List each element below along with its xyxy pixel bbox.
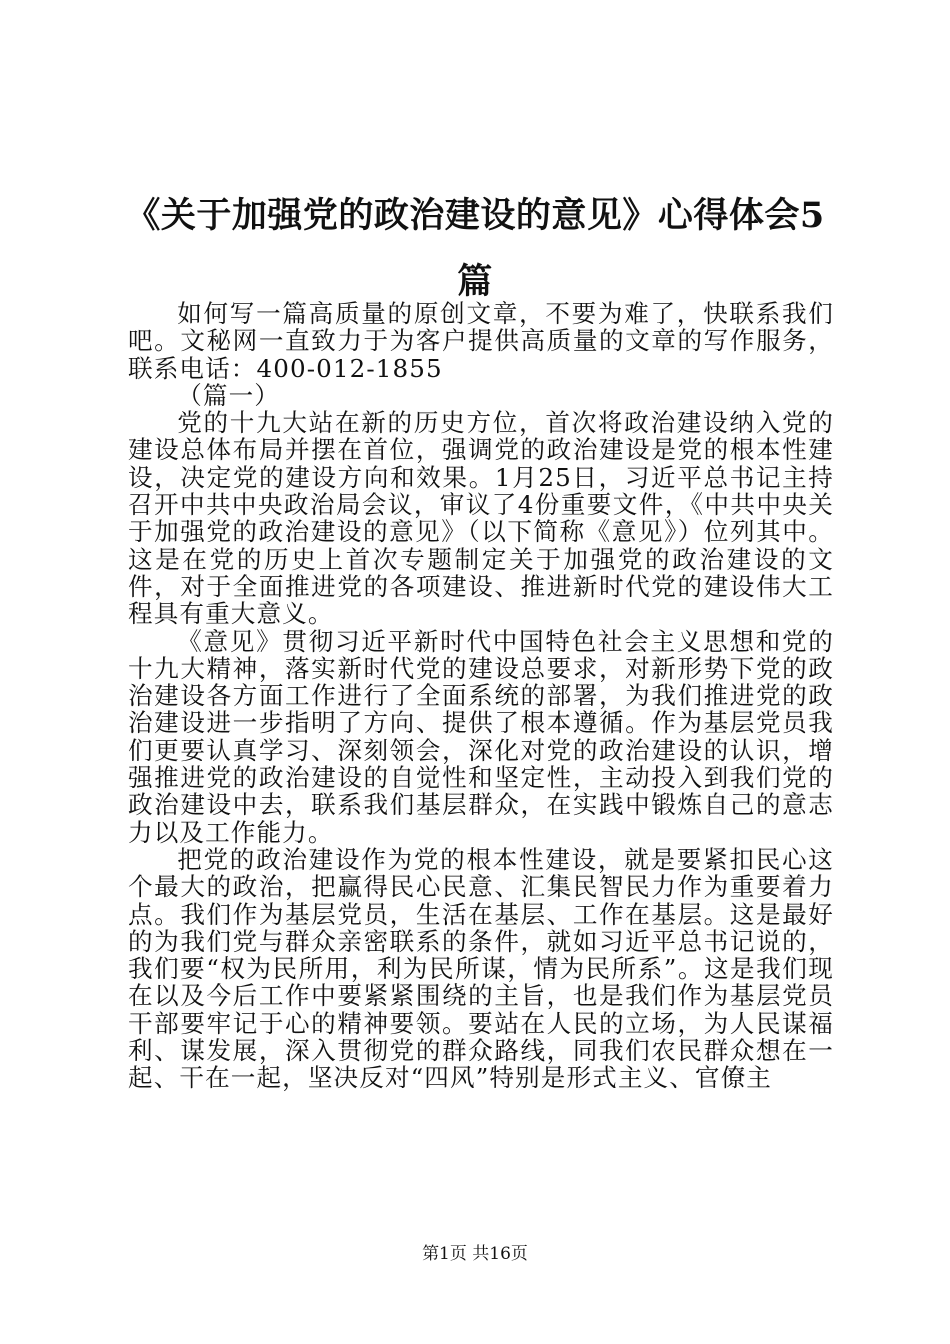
section-heading: （篇一） <box>177 380 280 410</box>
body-paragraph: 把党的政治建设作为党的根本性建设，就是要紧扣民心这个最大的政治，把赢得民心民意、汇集民智民力作为重要着力点。我们作为基层党员，生活在基层、工作在基层。这是最好的为我们党与群众亲密联系的条件，就如习近平总书记说的，我们要“权为民所用，利为民所谋，情为民所系”。这是我们现在以及今后工作中要紧紧围绕的主旨，也是我们作为基层党员干部要牢记于心的精神要领。要站在人民的立场，为人民谋福利、谋发展，深入贯彻党的群众路线，同我们农民群众想在一起、干在一起，坚决反对“四风”特别是形式主义、官僚主 <box>128 844 834 1093</box>
page-number-footer: 第1页 共16页 <box>422 1244 528 1264</box>
body-paragraph: 党的十九大站在新的历史方位，首次将政治建设纳入党的建设总体布局并摆在首位，强调党的政治建设是党的根本性建设，决定党的建设方向和效果。1月25日，习近平总书记主持召开中共中央政治局会议，审议了4份重要文件，《中共中央关于加强党的政治建设的意见》（以下简称《意见》）位列其中。这是在党的历史上首次专题制定关于加强党的政治建设的文件，对于全面推进党的各项建设、推进新时代党的建设伟大工程具有重大意义。 <box>128 408 834 629</box>
body-paragraph: 《意见》贯彻习近平新时代中国特色社会主义思想和党的十九大精神，落实新时代党的建设总要求，对新形势下党的政治建设各方面工作进行了全面系统的部署，为我们推进党的政治建设进一步指明了方向、提供了根本遵循。作为基层党员我们更要认真学习、深刻领会，深化对党的政治建设的认识，增强推进党的政治建设的自觉性和坚定性，主动投入到我们党的政治建设中去，联系我们基层群众，在实践中锻炼自己的意志力以及工作能力。 <box>128 626 834 847</box>
intro-paragraph: 如何写一篇高质量的原创文章，不要为难了，快联系我们吧。文秘网一直致力于为客户提供高质量的文章的写作服务，联系电话：400-012-1855 <box>128 299 834 383</box>
document-body <box>128 300 834 1092</box>
document-title: 《关于加强党的政治建设的意见》心得体会5篇 <box>125 195 825 302</box>
